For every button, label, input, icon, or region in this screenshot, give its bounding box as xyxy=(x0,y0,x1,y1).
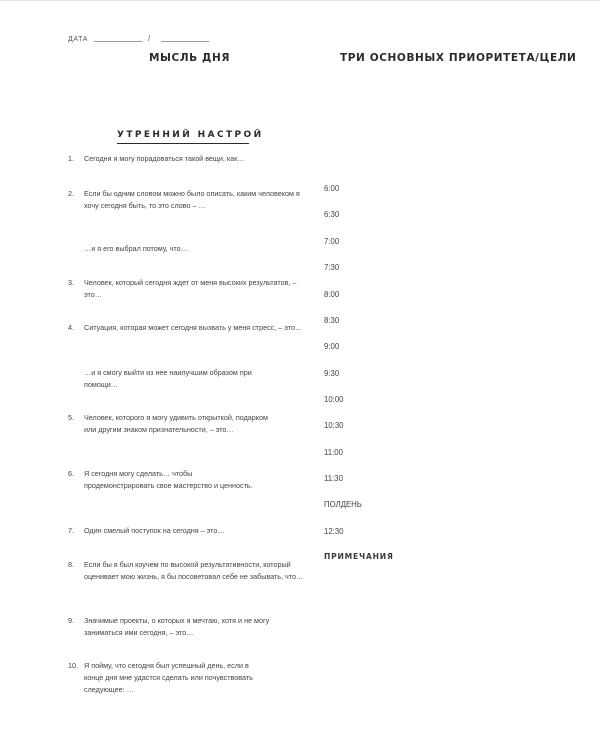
date-field xyxy=(68,34,209,43)
question-number: 2. xyxy=(68,189,74,198)
question-number: 7. xyxy=(68,526,74,535)
question-item xyxy=(68,559,308,583)
question-item xyxy=(68,188,308,212)
question-text: Человек, который сегодня ждет от меня высоких результатов, – это… xyxy=(84,278,297,299)
time-slot-1030: 10:30 xyxy=(324,421,344,430)
morning-mindset-title: УТРЕННИЙ НАСТРОЙ xyxy=(117,130,264,140)
morning-title-underline xyxy=(117,143,249,144)
thought-of-day-title: МЫСЛЬ ДНЯ xyxy=(149,52,231,64)
question-item xyxy=(68,525,308,537)
question-number: 4. xyxy=(68,323,74,332)
date-blank-2[interactable] xyxy=(161,41,209,42)
time-slot-1000: 10:00 xyxy=(324,395,344,404)
time-slot-0630: 6:30 xyxy=(324,210,340,219)
priorities-title: ТРИ ОСНОВНЫХ ПРИОРИТЕТА/ЦЕЛИ xyxy=(340,52,577,64)
date-label: ДАТА xyxy=(68,36,88,43)
question-item xyxy=(68,615,308,639)
time-slot-1100: 11:00 xyxy=(324,448,343,457)
time-slot-0900: 9:00 xyxy=(324,342,340,351)
question-text: Значимые проекты, о которых я мечтаю, хотя и не могу заниматься ими сегодня, – это… xyxy=(84,616,270,637)
date-blank-1[interactable] xyxy=(94,41,142,42)
question-number: 5. xyxy=(68,413,74,422)
notes-title: ПРИМЕЧАНИЯ xyxy=(324,552,394,561)
question-item xyxy=(68,153,308,165)
question-text: Сегодня я могу порадоваться такой вещи, как… xyxy=(84,154,245,163)
time-slot-0600: 6:00 xyxy=(324,184,340,193)
time-slot-1130: 11:30 xyxy=(324,474,343,483)
time-slot-0800: 8:00 xyxy=(324,290,340,299)
date-separator: / xyxy=(147,34,151,43)
question-number: 3. xyxy=(68,278,74,287)
top-edge xyxy=(0,0,600,1)
question-number: 6. xyxy=(68,469,74,478)
question-text: Я сегодня могу сделать… чтобы продемонстрировать свое мастерство и ценность. xyxy=(84,469,253,490)
question-number: 8. xyxy=(68,560,74,569)
time-slot-0930: 9:30 xyxy=(324,369,340,378)
time-slot-noon: ПОЛДЕНЬ xyxy=(324,500,362,509)
question-followup: …и я смогу выйти из нее наилучшим образом при помощи… xyxy=(84,368,252,389)
question-item xyxy=(68,277,308,301)
question-item xyxy=(68,322,308,334)
question-text: Один смелый поступок на сегодня – это… xyxy=(84,526,225,535)
question-item xyxy=(68,468,258,492)
time-slot-1230: 12:30 xyxy=(324,527,344,536)
question-text: Если бы одним словом можно было описать, каким человеком я хочу сегодня быть, то это слово – … xyxy=(84,189,300,210)
question-followup: …и я его выбрал потому, что… xyxy=(84,244,188,253)
question-text: Я пойму, что сегодня был успешный день, если в конце дня мне удастся сделать или почувствовать следующее: … xyxy=(84,661,253,694)
question-item xyxy=(68,412,268,436)
question-item xyxy=(68,660,268,696)
question-number: 10. xyxy=(68,661,78,670)
question-number: 1. xyxy=(68,154,74,163)
question-text: Если бы я был коучем по высокой результативности, который оценивает мою жизнь, я бы посоветовал себе не забывать, что… xyxy=(84,560,304,581)
question-text: Ситуация, которая может сегодня вызвать у меня стресс, – это… xyxy=(84,323,303,332)
time-slot-0700: 7:00 xyxy=(324,237,340,246)
question-number: 9. xyxy=(68,616,74,625)
time-slot-0730: 7:30 xyxy=(324,263,340,272)
question-text: Человек, которого я могу удивить открыткой, подарком или другим знаком признательности, – это… xyxy=(84,413,268,434)
time-slot-0830: 8:30 xyxy=(324,316,340,325)
